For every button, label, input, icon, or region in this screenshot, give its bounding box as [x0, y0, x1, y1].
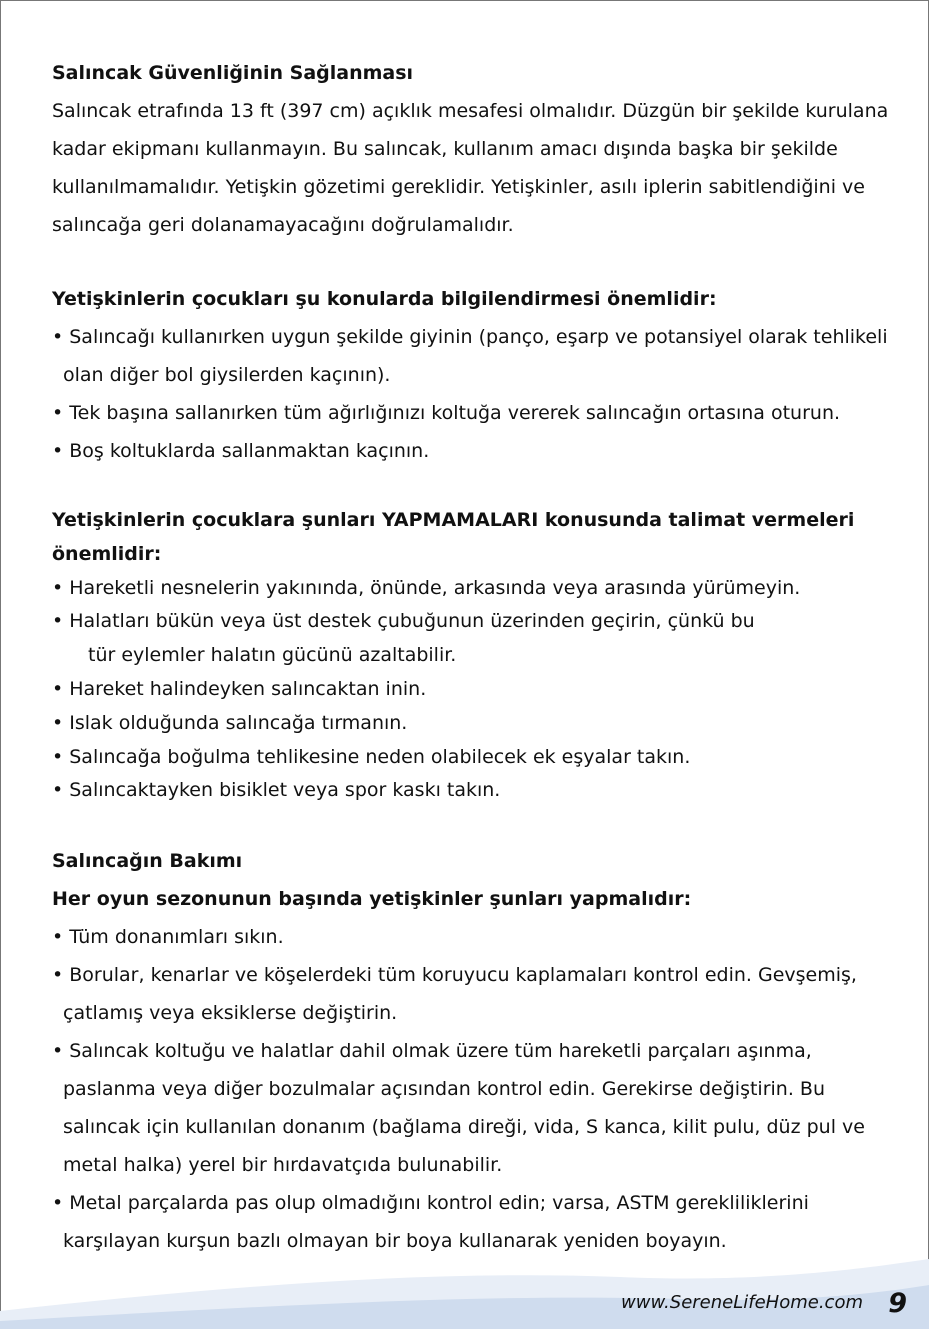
section-title-inform-children: Yetişkinlerin çocukları şu konularda bilgilendirmesi önemlidir:: [52, 288, 717, 310]
list-item: • Tek başına sallanırken tüm ağırlığınızı koltuğa vererek salıncağın ortasına oturun.: [52, 394, 902, 432]
section-title-instruct-children: Yetişkinlerin çocuklara şunları YAPMAMALARI konusunda talimat vermeleri önemlidir:: [52, 509, 855, 565]
section-subtitle-maintenance: Her oyun sezonunun başında yetişkinler şunları yapmalıdır:: [52, 888, 692, 911]
list-item: • Hareketli nesnelerin yakınında, önünde, arkasında veya arasında yürümeyin.: [52, 572, 902, 606]
page-number: 9: [888, 1288, 907, 1319]
list-item: • Islak olduğunda salıncağa tırmanın.: [52, 707, 902, 741]
document-content: [52, 54, 902, 1260]
list-item: • Metal parçalarda pas olup olmadığını kontrol edin; varsa, ASTM gerekliliklerini karşılayan kurşun bazlı olmayan bir boya kullanarak yeniden boyayın.: [52, 1184, 902, 1260]
section-title-swing-safety: Salıncak Güvenliğinin Sağlanması: [52, 62, 414, 84]
list-item: • Hareket halindeyken salıncaktan inin.: [52, 673, 902, 707]
list-item: • Salıncak koltuğu ve halatlar dahil olmak üzere tüm hareketli parçaları aşınma, paslanma veya diğer bozulmalar açısından kontrol edin. Gerekirse değiştirin. Bu salıncak için kullanılan donanım (bağlama direği, vida, S kanca, kilit pulu, düz pul ve metal halka) yerel bir hırdavatçıda bulunabilir.: [52, 1032, 902, 1184]
list-item: • Salıncaktayken bisiklet veya spor kaskı takın.: [52, 774, 902, 808]
list-item: • Salıncağa boğulma tehlikesine neden olabilecek ek eşyalar takın.: [52, 741, 902, 775]
list-item: • Salıncağı kullanırken uygun şekilde giyinin (panço, eşarp ve potansiyel olarak tehlikeli olan diğer bol giysilerden kaçının).: [52, 318, 902, 394]
inform-children-list: [52, 318, 902, 470]
instruct-children-list: [52, 572, 902, 809]
section-title-swing-maintenance: Salıncağın Bakımı: [52, 850, 243, 873]
maintenance-list: [52, 918, 902, 1260]
list-item: • Tüm donanımları sıkın.: [52, 918, 902, 956]
list-item: [52, 605, 902, 673]
list-item: • Borular, kenarlar ve köşelerdeki tüm koruyucu kaplamaları kontrol edin. Gevşemiş, çatlamış veya eksiklerse değiştirin.: [52, 956, 902, 1032]
footer-website-url: www.SereneLifeHome.com: [621, 1292, 863, 1313]
list-item-text: Halatları bükün veya üst destek çubuğunun üzerinden geçirin, çünkü bu: [69, 610, 755, 633]
section-body-swing-safety: Salıncak etrafında 13 ft (397 cm) açıklık mesafesi olmalıdır. Düzgün bir şekilde kurulana kadar ekipmanı kullanmayın. Bu salıncak, kullanım amacı dışında başka bir şekilde kullanılmamalıdır. Yetişkin gözetimi gereklidir. Yetişkinler, asılı iplerin sabitlendiğini ve salıncağa geri dolanamayacağını doğrulamalıdır.: [52, 100, 889, 236]
list-item: • Boş koltuklarda sallanmaktan kaçının.: [52, 432, 902, 470]
list-item-continuation: tür eylemler halatın gücünü azaltabilir.: [88, 644, 457, 667]
